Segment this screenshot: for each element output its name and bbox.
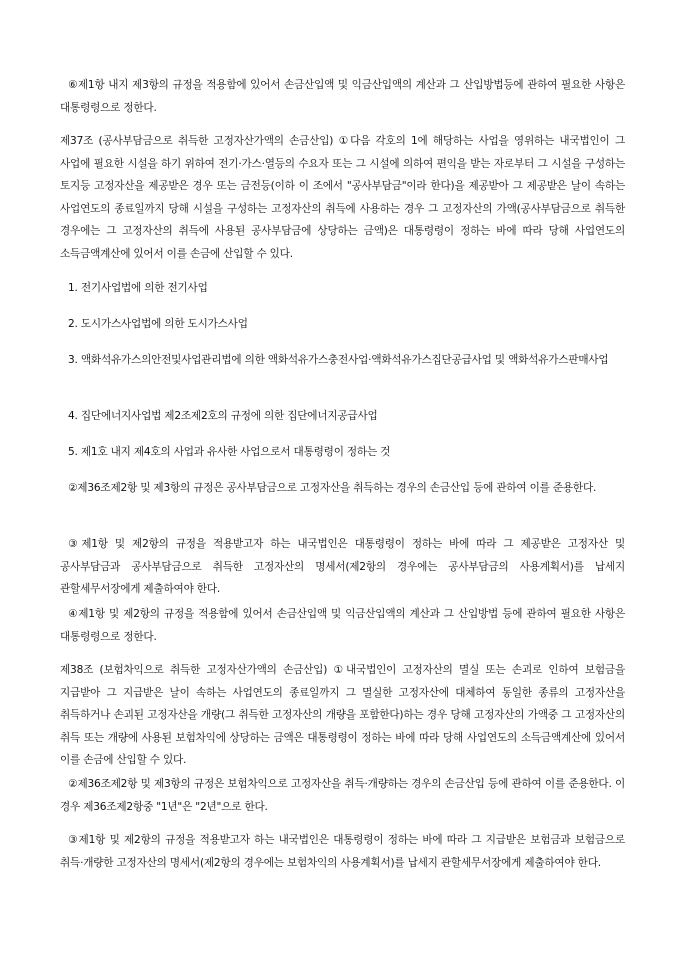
article-37-paragraph-4: ④제1항 및 제2항의 규정을 적용함에 있어서 손금산입액 및 익금산입액의 계산과 그 산입방법 등에 관하여 필요한 사항은 대통령령으로 정한다. (60, 608, 625, 643)
list-item-5: 5. 제1호 내지 제4호의 사업과 유사한 사업으로서 대통령령이 정하는 것 (68, 446, 391, 458)
article-37-paragraph-2: ②제36조제2항 및 제3항의 규정은 공사부담금으로 고정자산을 취득하는 경우의 손금산입 등에 관하여 이를 준용한다. (68, 482, 597, 494)
list-item-4: 4. 집단에너지사업법 제2조제2호의 규정에 의한 집단에너지공급사업 (68, 410, 378, 422)
paragraph-36-6: ⑥제1항 내지 제3항의 규정을 적용함에 있어서 손금산입액 및 익금산입액의 계산과 그 산입방법등에 관하여 필요한 사항은 대통령령으로 정한다. (60, 79, 625, 114)
article-37-paragraph-3: ③제1항 및 제2항의 규정을 적용받고자 하는 내국법인은 대통령령이 정하는 바에 따라 그 제공받은 고정자산 및 공사부담금과 공사부담금으로 취득한 고정자산의 명세서(제2항의 경우에는 공사부담금의 사용계획서)를 납세지 관할세무서장에게 제출하여야 한다. (60, 538, 625, 595)
list-item-2: 2. 도시가스사업법에 의한 도시가스사업 (68, 318, 248, 330)
list-item-3: 3. 액화석유가스의안전및사업관리법에 의한 액화석유가스충전사업·액화석유가스집단공급사업 및 액화석유가스판매사업 (68, 354, 609, 366)
article-38-paragraph-1: 제38조 (보험차익으로 취득한 고정자산가액의 손금산입) ①내국법인이 고정자산의 멸실 또는 손괴로 인하여 보험금을 지급받아 그 지급받은 날이 속하는 사업연도의 종료일까지 그 멸실한 고정자산에 대체하여 동일한 종류의 고정자산을 취득하거나 손괴된 고정자산을 개량(그 취득한 고정자산의 개량을 포함한다)하는 경우 당해 고정자산의 가액중 그 고정자산의 취득 또는 개량에 사용된 보험차익에 상당하는 금액은 대통령령이 정하는 바에 따라 당해 사업연도의 소득금액계산에 있어서 이를 손금에 산입할 수 있다. (60, 664, 625, 766)
article-38-paragraph-2: ②제36조제2항 및 제3항의 규정은 보험차익으로 고정자산을 취득·개량하는 경우의 손금산입 등에 관하여 이를 준용한다. 이 경우 제36조제2항중 "1년"은 "2년"으로 한다. (60, 778, 625, 813)
list-item-1: 1. 전기사업법에 의한 전기사업 (68, 282, 208, 294)
article-38-paragraph-3: ③제1항 및 제2항의 규정을 적용받고자 하는 내국법인은 대통령령이 정하는 바에 따라 그 지급받은 보험금과 보험금으로 취득·개량한 고정자산의 명세서(제2항의 경우에는 보험차익의 사용계획서)를 납세지 관할세무서장에게 제출하여야 한다. (60, 834, 625, 869)
article-37-paragraph-1: 제37조 (공사부담금으로 취득한 고정자산가액의 손금산입) ①다음 각호의 1에 해당하는 사업을 영위하는 내국법인이 그 사업에 필요한 시설을 하기 위하여 전기·가스·열등의 수요자 또는 그 시설에 의하여 편익을 받는 자로부터 그 시설을 구성하는 토지등 고정자산을 제공받은 경우 또는 금전등(이하 이 조에서 "공사부담금"이라 한다)을 제공받아 그 제공받은 날이 속하는 사업연도의 종료일까지 당해 시설을 구성하는 고정자산의 취득에 사용하는 경우 그 고정자산의 가액(공사부담금으로 취득한 경우에는 그 고정자산의 취득에 사용된 공사부담금에 상당하는 금액)은 대통령령이 정하는 바에 따라 당해 사업연도의 소득금액계산에 있어서 이를 손금에 산입할 수 있다. (60, 135, 625, 260)
